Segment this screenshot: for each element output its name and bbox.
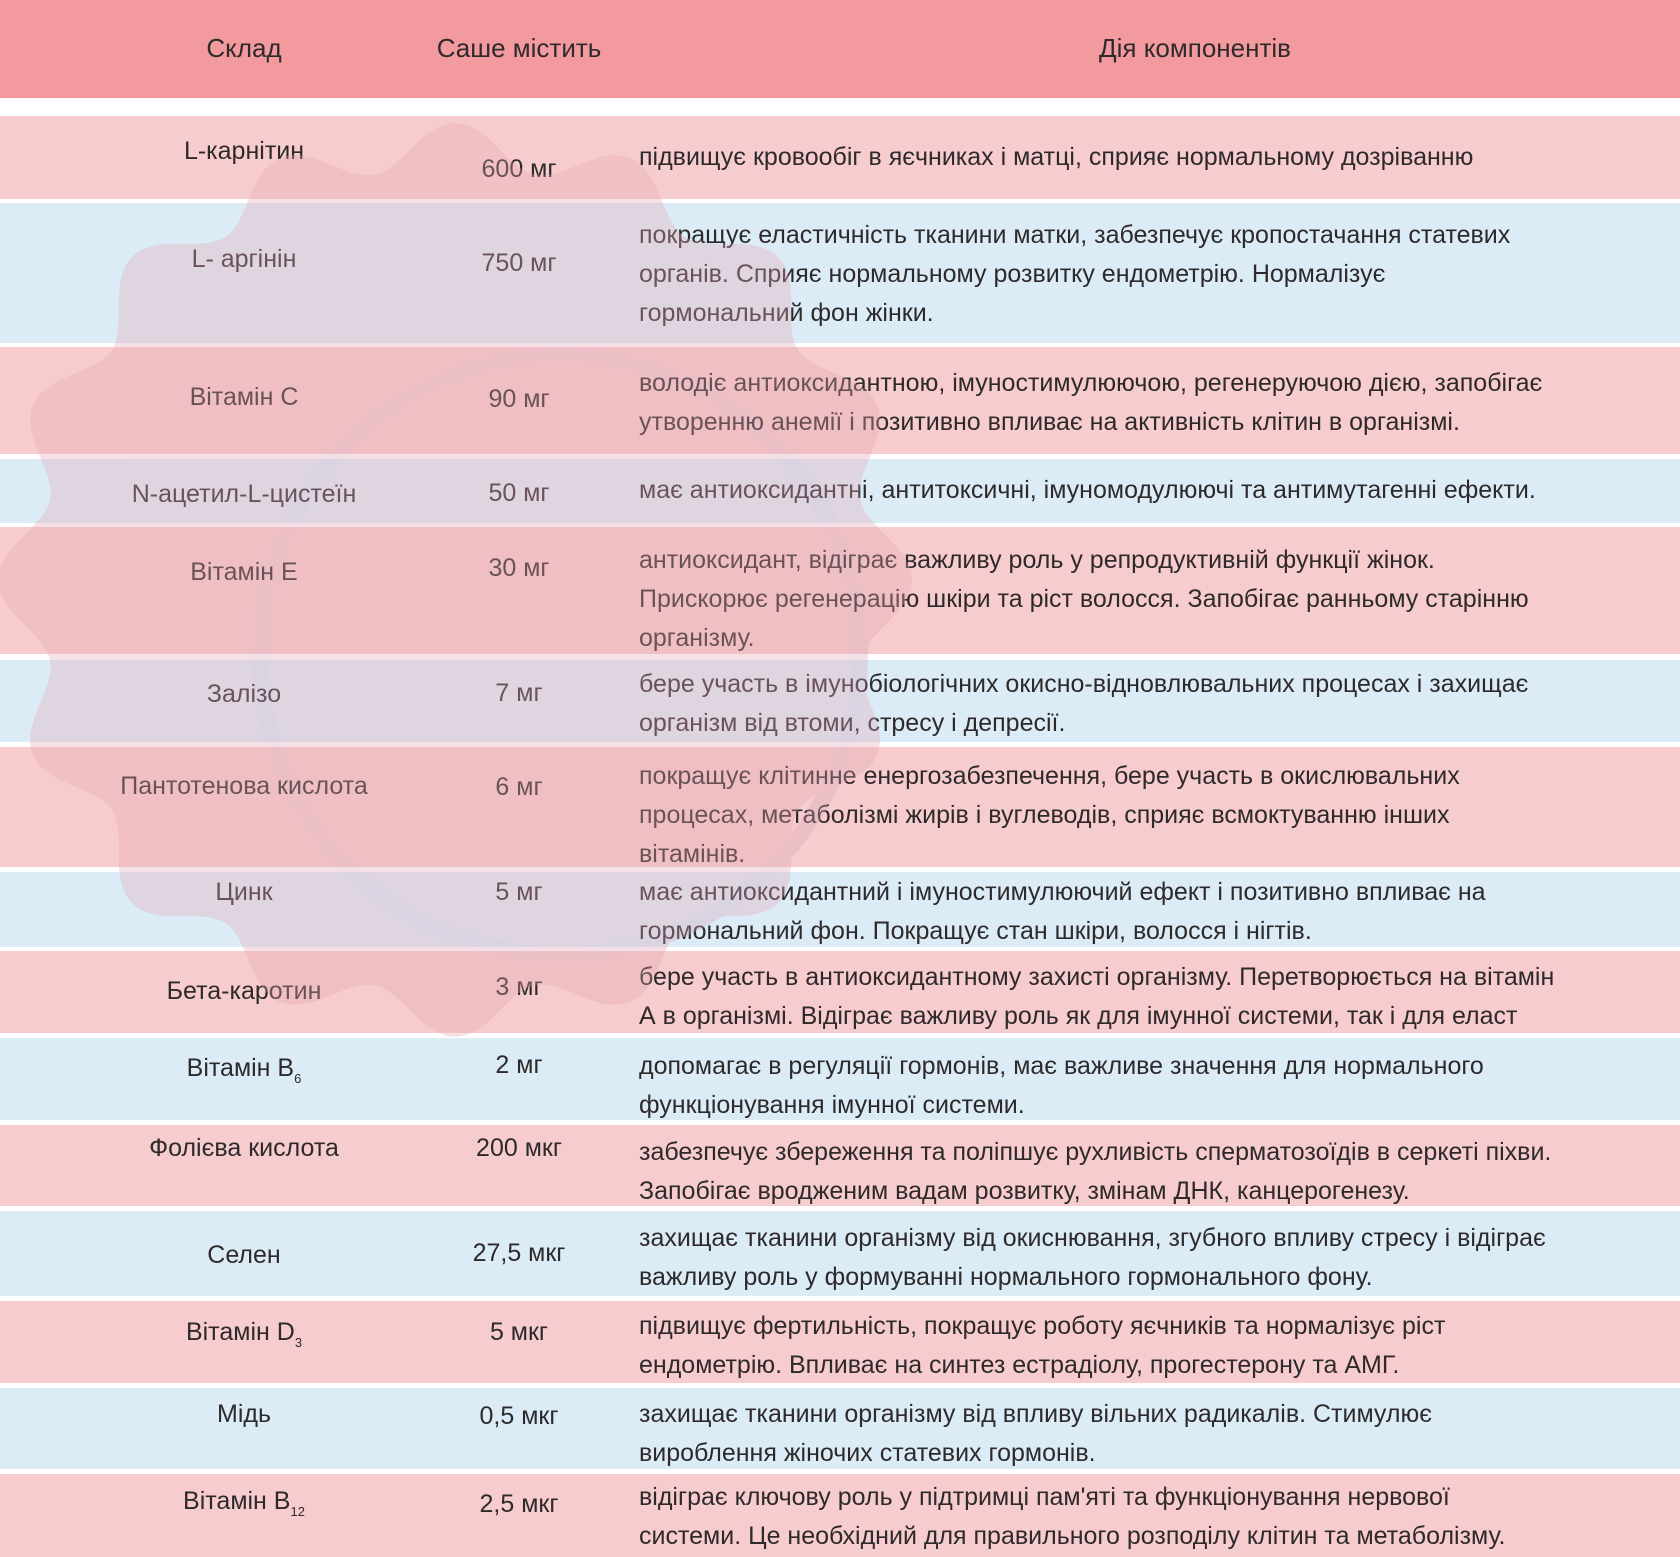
component-action-line: захищає тканини організму від окиснювання, згубного впливу стресу і відіграє: [639, 1224, 1546, 1252]
component-action-line: процесах, метаболізмі жирів і вуглеводів, сприяє всмоктуванню інших: [639, 801, 1450, 829]
component-action: [639, 1047, 1669, 1125]
component-action-line: має антиоксидантний і імуностимулюючий ефект і позитивно впливає на: [639, 878, 1486, 906]
component-action-line: організму.: [639, 624, 755, 652]
component-action-line: вироблення жіночих статевих гормонів.: [639, 1439, 1096, 1467]
component-action: [639, 1219, 1669, 1297]
component-action: [639, 1133, 1669, 1211]
table-row: [0, 660, 1680, 742]
component-amount: 50 мг: [488, 479, 550, 507]
table-row: [0, 527, 1680, 654]
component-name-text: N-ацетил-L-цистеїн: [131, 480, 357, 508]
component-action-line: відіграє ключову роль у підтримці пам'яті та функціонування нервової: [639, 1483, 1450, 1511]
component-action-line: захищає тканини організму від впливу вільних радикалів. Стимулює: [639, 1400, 1432, 1428]
component-name-subscript: 12: [290, 1504, 305, 1519]
table-header: [0, 0, 1680, 98]
component-action-line: важливу роль у формуванні нормального гормонального фону.: [639, 1263, 1373, 1291]
component-amount: 600 мг: [481, 155, 557, 183]
component-action-line: володіє антиоксидантною, імуностимулюючою, регенеруючою дією, запобігає: [639, 369, 1543, 397]
table-row: [0, 347, 1680, 454]
component-action-line: має антиоксидантні, антитоксичні, імуномодулюючі та антимутагенні ефекти.: [639, 476, 1536, 504]
component-action: [639, 1478, 1669, 1556]
table-row: [0, 1211, 1680, 1296]
component-name-text: Вітамін Е: [190, 558, 298, 586]
component-amount: 5 мг: [495, 878, 543, 906]
component-name-subscript: 6: [294, 1071, 302, 1086]
component-name-text: L- аргінін: [191, 245, 297, 273]
component-amount: 3 мг: [495, 973, 543, 1001]
component-amount: 2,5 мкг: [479, 1490, 559, 1518]
component-action-line: підвищує фертильність, покращує роботу яєчників та нормалізує ріст: [639, 1312, 1446, 1340]
table-row: [0, 203, 1680, 343]
component-name-text: Вітамін В: [183, 1487, 291, 1515]
component-amount: 2 мг: [495, 1051, 543, 1079]
component-amount: 7 мг: [495, 679, 543, 707]
table-row: [0, 116, 1680, 199]
component-name-text: Фолієва кислота: [149, 1134, 339, 1162]
component-action: [639, 471, 1669, 510]
component-amount: 750 мг: [481, 249, 557, 277]
component-amount: 200 мкг: [476, 1134, 562, 1162]
component-action-line: організм від втоми, стресу і депресії.: [639, 709, 1066, 737]
component-action-line: допомагає в регуляції гормонів, має важливе значення для нормального: [639, 1052, 1484, 1080]
component-action-line: покращує еластичність тканини матки, забезпечує кропостачання статевих: [639, 221, 1511, 249]
component-action: [639, 1307, 1669, 1385]
component-name-text: Цинк: [215, 878, 273, 906]
component-name-text: Пантотенова кислота: [120, 772, 368, 800]
component-action: [639, 364, 1669, 442]
component-name-text: Вітамін D: [185, 1318, 295, 1346]
component-action-line: А в організмі. Відіграє важливу роль як для імунної системи, так і для еласт: [639, 1002, 1518, 1030]
component-name-text: Селен: [207, 1241, 281, 1269]
component-action-line: Прискорює регенерацію шкіри та ріст волосся. Запобігає ранньому старінню: [639, 585, 1529, 613]
component-amount: 27,5 мкг: [472, 1239, 566, 1267]
component-amount: 90 мг: [488, 385, 550, 413]
component-action-line: системи. Це необхідний для правильного розподілу клітин та метаболізму.: [639, 1522, 1506, 1550]
component-action-line: утворенню анемії і позитивно впливає на активність клітин в організмі.: [639, 408, 1460, 436]
table-row: [0, 872, 1680, 947]
component-action-line: функціонування імунної системи.: [639, 1091, 1025, 1119]
table-row: [0, 1388, 1680, 1469]
table-row: [0, 1125, 1680, 1206]
table-row: [0, 1474, 1680, 1557]
table-row: [0, 1301, 1680, 1383]
table-row: [0, 459, 1680, 523]
component-name-text: Бета-каротин: [166, 977, 322, 1005]
component-action: [639, 216, 1669, 333]
table-row: [0, 1038, 1680, 1120]
component-name-text: Мідь: [217, 1400, 271, 1428]
component-amount: 5 мкг: [489, 1318, 549, 1346]
component-name-text: Вітамін В: [186, 1054, 295, 1082]
component-action-line: вітамінів.: [639, 840, 746, 868]
component-action: [639, 958, 1669, 1036]
component-action-line: гормональний фон. Покращує стан шкіри, волосся і нігтів.: [639, 917, 1312, 945]
component-action: [639, 757, 1669, 874]
component-action: [639, 873, 1669, 951]
component-action-line: бере участь в антиоксидантному захисті організму. Перетворюється на вітамін: [639, 963, 1555, 991]
component-name-text: L-карнітин: [183, 137, 305, 165]
component-action-line: гормональний фон жінки.: [639, 299, 934, 327]
component-action-line: бере участь в імунобіологічних окисно-відновлювальних процесах і захищає: [639, 670, 1529, 698]
component-action: [639, 541, 1669, 658]
component-action-line: підвищує кровообіг в яєчниках і матці, сприяє нормальному дозріванню: [639, 143, 1474, 171]
component-action-line: Запобігає вродженим вадам розвитку, змінам ДНК, канцерогенезу.: [639, 1177, 1410, 1205]
table-row: [0, 747, 1680, 867]
component-action: [639, 665, 1669, 743]
component-amount: 0,5 мкг: [479, 1402, 559, 1430]
table-row: [0, 951, 1680, 1033]
component-name-text: Вітамін С: [189, 383, 299, 411]
component-action-line: органів. Сприяє нормальному розвитку ендометрію. Нормалізує: [639, 260, 1386, 288]
header-col-name: Склад: [206, 33, 282, 63]
component-name-subscript: 3: [294, 1335, 303, 1350]
header-col-action: Дія компонентів: [1099, 33, 1291, 63]
component-action: [639, 1395, 1669, 1473]
component-action-line: ендометрію. Впливає на синтез естрадіолу, прогестерону та АМГ.: [639, 1351, 1400, 1379]
header-col-amount: Саше містить: [436, 33, 602, 63]
component-action-line: покращує клітинне енергозабезпечення, бере участь в окислювальних: [639, 762, 1460, 790]
component-action-line: забезпечує збереження та поліпшує рухливість сперматозоїдів в серкеті піхви.: [639, 1138, 1552, 1166]
component-action-line: антиоксидант, відіграє важливу роль у репродуктивній функції жінок.: [639, 546, 1435, 574]
component-amount: 30 мг: [488, 554, 550, 582]
component-name-text: Залізо: [206, 680, 282, 708]
component-amount: 6 мг: [495, 773, 543, 801]
component-action: [639, 138, 1669, 177]
